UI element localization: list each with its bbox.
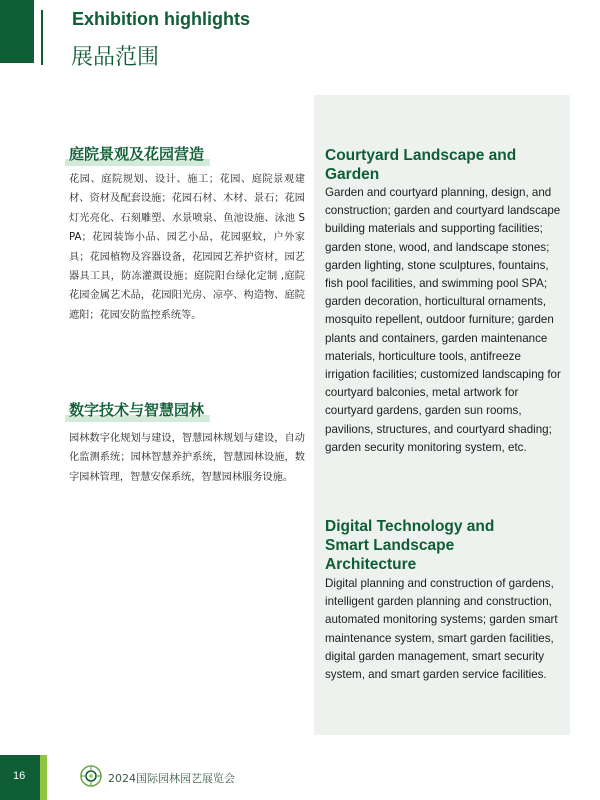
section-body-digital-zh: 园林数字化规划与建设，智慧园林规划与建设，自动化监测系统；园林智慧养护系统，智慧园林设施，数字园林管理，智慧安保系统，智慧园林服务设施。 [69, 433, 305, 483]
section-body-digital-en: Digital planning and construction of gardens, intelligent garden planning and construction, automated monitoring systems; garden smart maintenance system, smart garden facilities, digital garden management, smart security system, and smart garden service facilities. [325, 577, 558, 682]
page-title-en: Exhibition highlights [72, 9, 250, 29]
section-body-courtyard-zh: 花园、庭院规划、设计、施工；花园、庭院景观建材、资材及配套设施；花园石材、木材、景石；花园灯光亮化、石刻雕塑、水景喷泉、鱼池设施、泳池 SPA；花园装饰小品、园艺小品，花园驱蚊，户外家具；花园植物及容器设备，花园园艺养护资材，园艺器具工具，防冻灌溉设施；庭院阳台绿化定制 ,庭院花园金属艺术品，花园阳光房、凉亭、构造物、庭院遮阳；花园安防监控系统等。 [69, 174, 305, 321]
page-title-zh: 展品范围 [71, 45, 160, 70]
section-title-digital-zh: 数字技术与智慧园林 [69, 399, 204, 420]
expo-logo-icon [79, 764, 103, 788]
footer-event-name: 2024国际园林园艺展览会 [108, 772, 235, 785]
section-title-courtyard-en: Courtyard Landscape and Garden [325, 147, 517, 183]
page-number: 16 [13, 770, 26, 782]
footer-lime-stripe [40, 755, 47, 800]
section-title-digital-en: Digital Technology and Smart Landscape Architecture [325, 518, 495, 573]
header-green-block [0, 0, 34, 63]
section-title-courtyard-zh: 庭院景观及花园营造 [69, 143, 204, 164]
section-body-courtyard-en: Garden and courtyard planning, design, and construction; garden and courtyard landscape building materials and supporting facilities; garden stone, wood, and landscape stones; garden lighting, stone sculptures, fountains, fish pool facilities, and swimming pool SPA; garden decoration, horticultural ornaments, mosquito repellent, outdoor furniture; garden plants and containers, garden maintenance materials, horticulture tools, antifreeze irrigation facilities; customized landscaping for courtyard balconies, metal artwork for courtyard gardens, garden sun rooms, pavilions, structures, and courtyard shading; garden security monitoring system, etc. [325, 186, 561, 454]
header-vertical-rule [41, 10, 43, 65]
